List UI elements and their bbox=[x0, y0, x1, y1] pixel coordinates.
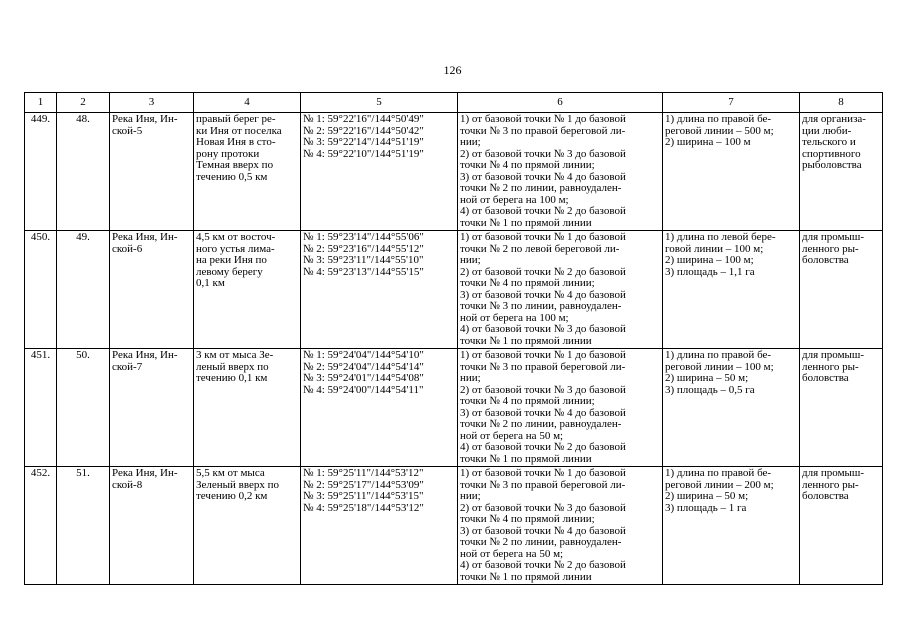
header-row bbox=[25, 93, 883, 113]
cell-line: ской-5 bbox=[112, 124, 143, 137]
cell-line: ной от берега на 100 м; bbox=[460, 311, 569, 324]
purpose-cell bbox=[800, 113, 883, 231]
boundary-description-cell bbox=[458, 467, 663, 585]
purpose-cell bbox=[800, 231, 883, 349]
name-cell bbox=[110, 349, 194, 467]
header-cell: 6 bbox=[458, 93, 663, 113]
cell-line: Река Иня, Ин- bbox=[112, 113, 178, 125]
cell-line: ной от берега на 100 м; bbox=[460, 193, 569, 206]
cell-line: течению 0,1 км bbox=[196, 372, 268, 384]
dimensions-cell bbox=[663, 231, 800, 349]
row-number-cell: 450. bbox=[25, 231, 57, 349]
cell-line: ки Иня от поселка bbox=[196, 124, 282, 137]
cell-line: ленного ры- bbox=[802, 360, 859, 373]
sub-number-cell: 48. bbox=[57, 113, 110, 231]
cell-line: течению 0,5 км bbox=[196, 170, 268, 183]
cell-line: 3) площадь – 1,1 га bbox=[665, 265, 755, 278]
row-number-cell: 451. bbox=[25, 349, 57, 467]
cell-line: 1) от базовой точки № 1 до базовой bbox=[460, 231, 626, 243]
coordinates-cell bbox=[301, 231, 458, 349]
cell-line: Зеленый вверх по bbox=[196, 478, 280, 491]
cell-line: 2) от базовой точки № 3 до базовой bbox=[460, 383, 626, 396]
cell-line: 4) от базовой точки № 2 до базовой bbox=[460, 441, 626, 453]
cell-line: для промыш- bbox=[802, 349, 865, 361]
cell-line: спортивного bbox=[802, 147, 861, 160]
cell-line: реговой линии – 200 м; bbox=[665, 478, 774, 491]
cell-line: течению 0,2 км bbox=[196, 490, 268, 502]
name-cell bbox=[110, 113, 194, 231]
cell-line: 3) площадь – 0,5 га bbox=[665, 383, 755, 396]
cell-line: Река Иня, Ин- bbox=[112, 467, 178, 479]
cell-line: 1) от базовой точки № 1 до базовой bbox=[460, 467, 626, 479]
cell-line: для промыш- bbox=[802, 231, 865, 243]
cell-line: реговой линии – 500 м; bbox=[665, 124, 774, 137]
boundary-description-cell bbox=[458, 113, 663, 231]
cell-line: точки № 1 по прямой линии bbox=[460, 216, 592, 229]
cell-line: боловства bbox=[802, 372, 849, 384]
cell-line: ской-6 bbox=[112, 242, 143, 255]
cell-line: правый берег ре- bbox=[196, 113, 276, 125]
cell-line: 3) площадь – 1 га bbox=[665, 501, 747, 514]
cell-line: 4,5 км от восточ- bbox=[196, 231, 276, 243]
cell-line: № 3: 59°23'11"/144°55'10" bbox=[303, 254, 424, 266]
dimensions-cell bbox=[663, 467, 800, 585]
row-number-cell: 452. bbox=[25, 467, 57, 585]
boundary-description-cell bbox=[458, 231, 663, 349]
cell-line: ной от берега на 50 м; bbox=[460, 429, 564, 442]
cell-line: 2) ширина – 100 м bbox=[665, 136, 751, 148]
cell-line: ной от берега на 50 м; bbox=[460, 547, 564, 560]
name-cell bbox=[110, 467, 194, 585]
boundary-description-cell bbox=[458, 349, 663, 467]
cell-line: 4) от базовой точки № 2 до базовой bbox=[460, 205, 626, 217]
table-row bbox=[25, 349, 883, 467]
cell-line: тельского и bbox=[802, 136, 856, 148]
cell-line: точки № 2 по левой береговой ли- bbox=[460, 242, 620, 255]
cell-line: точки № 4 по прямой линии; bbox=[460, 277, 595, 289]
coordinates-cell bbox=[301, 467, 458, 585]
sub-number-cell: 51. bbox=[57, 467, 110, 585]
cell-line: 2) ширина – 50 м; bbox=[665, 372, 749, 384]
cell-line: 1) длина по правой бе- bbox=[665, 113, 772, 125]
location-cell bbox=[194, 113, 301, 231]
cell-line: нии; bbox=[460, 254, 481, 266]
header-cell: 1 bbox=[25, 93, 57, 113]
cell-line: точки № 1 по прямой линии bbox=[460, 334, 592, 347]
cell-line: ленного ры- bbox=[802, 242, 859, 255]
cell-line: точки № 2 по линии, равноудален- bbox=[460, 418, 622, 430]
cell-line: точки № 3 по правой береговой ли- bbox=[460, 360, 626, 373]
cell-line: Темная вверх по bbox=[196, 159, 274, 171]
cell-line: Новая Иня в сто- bbox=[196, 136, 276, 148]
cell-line: точки № 3 по правой береговой ли- bbox=[460, 478, 626, 491]
cell-line: 3) от базовой точки № 4 до базовой bbox=[460, 406, 626, 419]
cell-line: нии; bbox=[460, 372, 481, 384]
purpose-cell bbox=[800, 349, 883, 467]
cell-line: № 2: 59°22'16"/144°50'42" bbox=[303, 124, 424, 137]
header-cell: 4 bbox=[194, 93, 301, 113]
cell-line: 1) от базовой точки № 1 до базовой bbox=[460, 113, 626, 125]
row-number-cell: 449. bbox=[25, 113, 57, 231]
cell-line: боловства bbox=[802, 490, 849, 502]
cell-line: № 1: 59°25'11"/144°53'12" bbox=[303, 467, 424, 479]
cell-line: для организа- bbox=[802, 113, 866, 125]
cell-line: 1) длина по правой бе- bbox=[665, 467, 772, 479]
location-cell bbox=[194, 231, 301, 349]
cell-line: точки № 2 по линии, равноудален- bbox=[460, 536, 622, 548]
cell-line: № 2: 59°25'17"/144°53'09" bbox=[303, 478, 424, 491]
dimensions-cell bbox=[663, 113, 800, 231]
table-row bbox=[25, 231, 883, 349]
cell-line: точки № 4 по прямой линии; bbox=[460, 159, 595, 171]
cell-line: 2) ширина – 50 м; bbox=[665, 490, 749, 502]
cell-line: Река Иня, Ин- bbox=[112, 231, 178, 243]
cell-line: рыболовства bbox=[802, 159, 862, 171]
header-cell: 8 bbox=[800, 93, 883, 113]
cell-line: № 4: 59°23'13"/144°55'15" bbox=[303, 265, 424, 278]
cell-line: ного устья лима- bbox=[196, 242, 275, 255]
cell-line: № 4: 59°24'00"/144°54'11" bbox=[303, 383, 424, 396]
cell-line: 0,1 км bbox=[196, 277, 225, 289]
cell-line: ленного ры- bbox=[802, 478, 859, 491]
cell-line: нии; bbox=[460, 490, 481, 502]
cell-line: № 3: 59°22'14"/144°51'19" bbox=[303, 136, 424, 148]
cell-line: 3) от базовой точки № 4 до базовой bbox=[460, 524, 626, 537]
cell-line: № 1: 59°22'16"/144°50'49" bbox=[303, 113, 424, 125]
coordinates-cell bbox=[301, 113, 458, 231]
cell-line: ции люби- bbox=[802, 124, 852, 137]
cell-line: точки № 4 по прямой линии; bbox=[460, 395, 595, 407]
cell-line: точки № 1 по прямой линии bbox=[460, 570, 592, 583]
table-row bbox=[25, 467, 883, 585]
cell-line: 1) от базовой точки № 1 до базовой bbox=[460, 349, 626, 361]
table-row bbox=[25, 113, 883, 231]
cell-line: нии; bbox=[460, 136, 481, 148]
cell-line: 2) ширина – 100 м; bbox=[665, 254, 754, 266]
cell-line: 2) от базовой точки № 3 до базовой bbox=[460, 147, 626, 160]
cell-line: № 2: 59°23'16"/144°55'12" bbox=[303, 242, 424, 255]
cell-line: № 1: 59°23'14"/144°55'06" bbox=[303, 231, 424, 243]
cell-line: № 4: 59°25'18"/144°53'12" bbox=[303, 501, 424, 514]
cell-line: говой линии – 100 м; bbox=[665, 242, 764, 255]
cell-line: 1) длина по левой бере- bbox=[665, 231, 776, 243]
cell-line: 1) длина по правой бе- bbox=[665, 349, 772, 361]
cell-line: 3) от базовой точки № 4 до базовой bbox=[460, 170, 626, 183]
cell-line: точки № 4 по прямой линии; bbox=[460, 513, 595, 525]
cell-line: 5,5 км от мыса bbox=[196, 467, 265, 479]
location-cell bbox=[194, 349, 301, 467]
cell-line: ской-7 bbox=[112, 360, 143, 373]
cell-line: 4) от базовой точки № 3 до базовой bbox=[460, 323, 626, 335]
header-cell: 3 bbox=[110, 93, 194, 113]
cell-line: № 3: 59°25'11"/144°53'15" bbox=[303, 490, 424, 502]
cell-line: 3) от базовой точки № 4 до базовой bbox=[460, 288, 626, 301]
cell-line: для промыш- bbox=[802, 467, 865, 479]
header-cell: 7 bbox=[663, 93, 800, 113]
header-cell: 2 bbox=[57, 93, 110, 113]
header-cell: 5 bbox=[301, 93, 458, 113]
coordinates-cell bbox=[301, 349, 458, 467]
cell-line: точки № 3 по правой береговой ли- bbox=[460, 124, 626, 137]
cell-line: 2) от базовой точки № 3 до базовой bbox=[460, 501, 626, 514]
cell-line: на реки Иня по bbox=[196, 254, 267, 266]
cell-line: Река Иня, Ин- bbox=[112, 349, 178, 361]
cell-line: ской-8 bbox=[112, 478, 143, 491]
cell-line: левому берегу bbox=[196, 265, 263, 278]
dimensions-cell bbox=[663, 349, 800, 467]
cell-line: 3 км от мыса Зе- bbox=[196, 349, 274, 361]
name-cell bbox=[110, 231, 194, 349]
cell-line: № 3: 59°24'01"/144°54'08" bbox=[303, 372, 424, 384]
cell-line: точки № 1 по прямой линии bbox=[460, 452, 592, 465]
sub-number-cell: 50. bbox=[57, 349, 110, 467]
cell-line: боловства bbox=[802, 254, 849, 266]
cell-line: леный вверх по bbox=[196, 360, 269, 373]
cell-line: точки № 3 по линии, равноудален- bbox=[460, 300, 622, 312]
sub-number-cell: 49. bbox=[57, 231, 110, 349]
cell-line: точки № 2 по линии, равноудален- bbox=[460, 182, 622, 194]
fishing-areas-table bbox=[24, 92, 883, 585]
cell-line: № 4: 59°22'10"/144°51'19" bbox=[303, 147, 424, 160]
location-cell bbox=[194, 467, 301, 585]
cell-line: 4) от базовой точки № 2 до базовой bbox=[460, 559, 626, 571]
cell-line: 2) от базовой точки № 2 до базовой bbox=[460, 265, 626, 278]
cell-line: № 2: 59°24'04"/144°54'14" bbox=[303, 360, 424, 373]
page-number: 126 bbox=[443, 63, 462, 77]
cell-line: № 1: 59°24'04"/144°54'10" bbox=[303, 349, 424, 361]
purpose-cell bbox=[800, 467, 883, 585]
cell-line: рону протоки bbox=[196, 147, 260, 160]
cell-line: реговой линии – 100 м; bbox=[665, 360, 774, 373]
